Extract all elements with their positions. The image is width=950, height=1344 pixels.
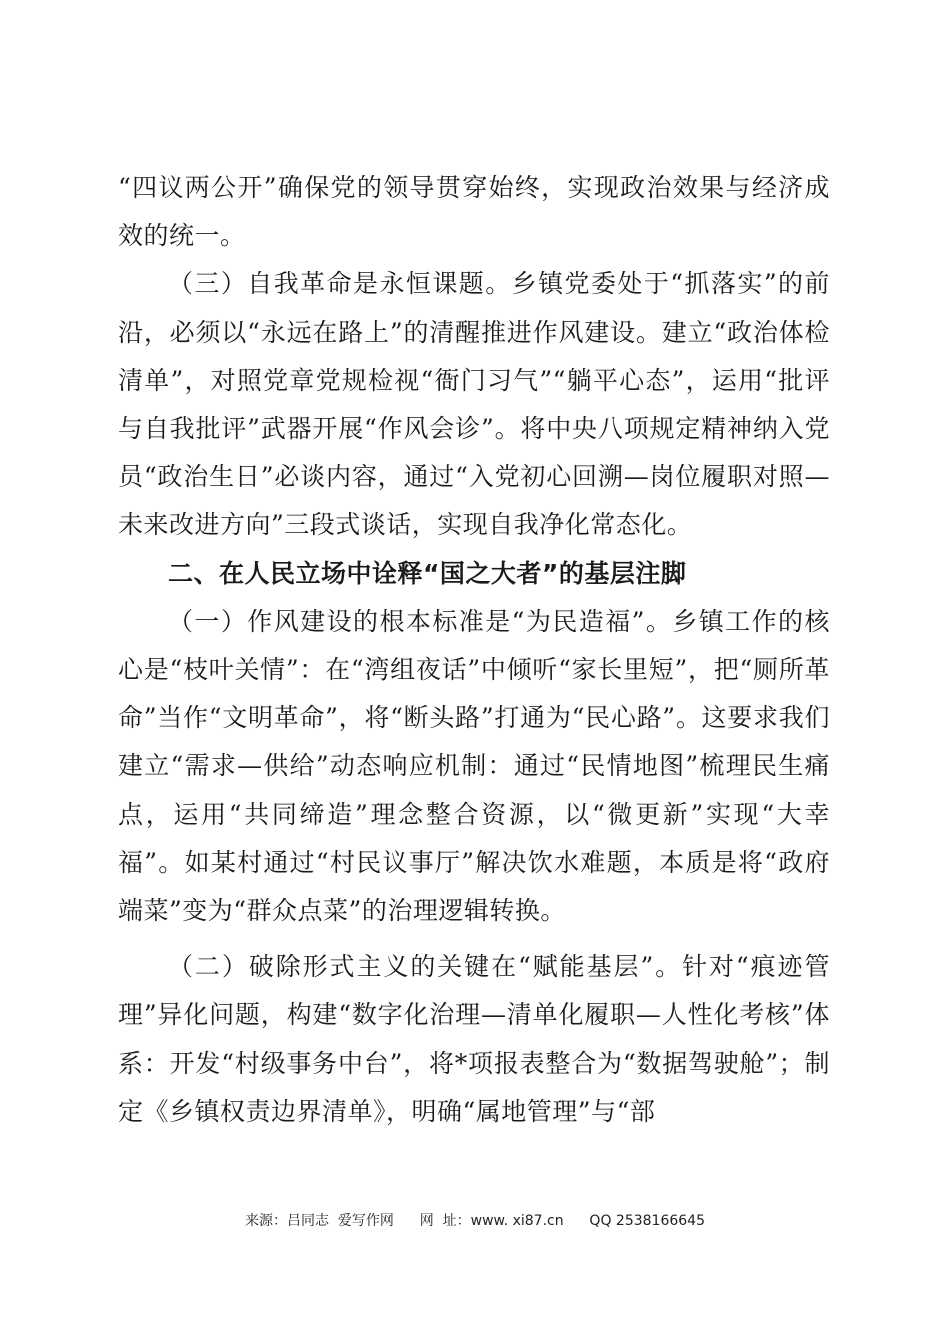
footer-website: 网 址：www. xi87.cn <box>419 1213 564 1229</box>
section-heading-2: 二、在人民立场中诠释“国之大者”的基层注脚 <box>168 558 687 588</box>
paragraph-subsection-1: （一）作风建设的根本标准是“为民造福”。乡镇工作的核心是“枝叶关情”：在“湾组夜话”中倾听“家长里短”，把“厕所革命”当作“文明革命”，将“断头路”打通为“民心路”。这要求我们建立“需求—供给”动态响应机制：通过“民情地图”梳理民生痛点，运用“共同缔造”理念整合资源，以“微更新”实现“大幸福”。如某村通过“村民议事厅”解决饮水难题，本质是将“政府端菜”变为“群众点菜”的治理逻辑转换。 <box>118 606 830 926</box>
paragraph-section-3: （三）自我革命是永恒课题。乡镇党委处于“抓落实”的前沿，必须以“永远在路上”的清醒推进作风建设。建立“政治体检清单”，对照党章党规检视“衙门习气”“躺平心态”，运用“批评与自我批评”武器开展“作风会诊”。将中央八项规定精神纳入党员“政治生日”必谈内容，通过“入党初心回溯—岗位履职对照—未来改进方向”三段式谈话，实现自我净化常态化。 <box>118 269 830 540</box>
footer-source: 来源：吕同志 爱写作网 <box>245 1213 394 1229</box>
footer-qq: QQ 2538166645 <box>589 1213 705 1229</box>
paragraph-continuation: “四议两公开”确保党的领导贯穿始终，实现政治效果与经济成效的统一。 <box>118 173 830 251</box>
paragraph-subsection-2: （二）破除形式主义的关键在“赋能基层”。针对“痕迹管理”异化问题，构建“数字化治理—清单化履职—人性化考核”体系：开发“村级事务中台”，将*项报表整合为“数据驾驶舱”；制定《乡镇权责边界清单》，明确“属地管理”与“部 <box>118 952 830 1126</box>
document-body <box>118 164 830 1136</box>
page-footer <box>0 1210 950 1230</box>
